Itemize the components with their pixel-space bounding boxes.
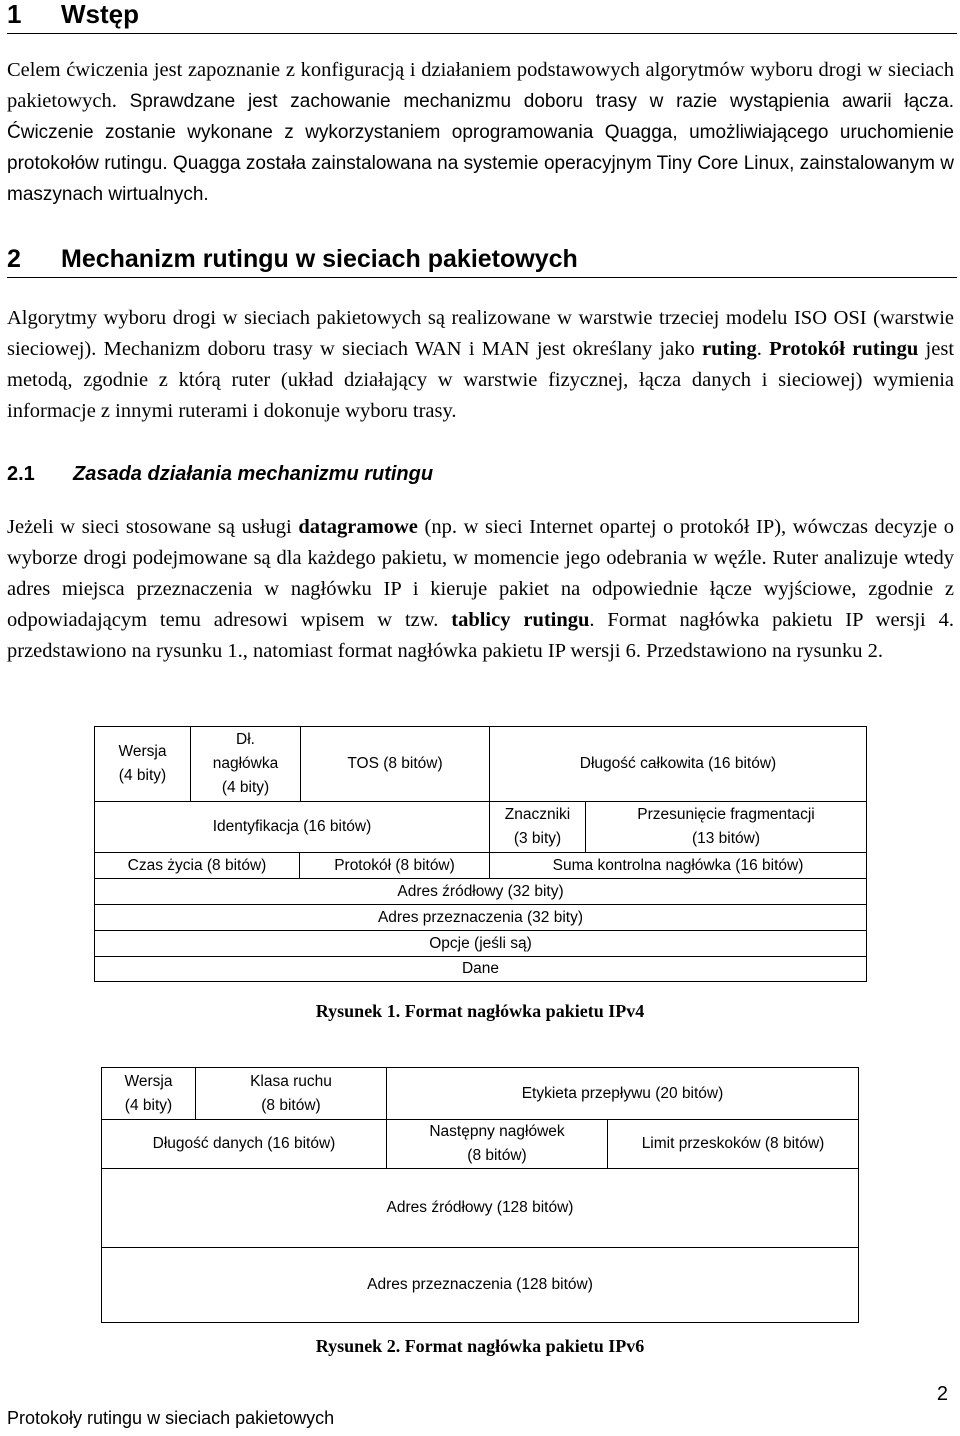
ipv4-version-field: Wersja (4 bity) xyxy=(94,726,191,802)
text-fragment: (np. w sieci Internet opartej o protokół IP), wówczas decyzje o wyborze drogi podejmowane są dla każdego pakietu, w momencie jego odebrania w węźle. Ruter analizuje wtedy adres miejsca przeznaczenia w nagłówku IP i kieruje pakiet na odpowiednie łącze wyjściowe, zgodnie z odpowiadającym temu adresowi wpisem w tzw. xyxy=(7,516,954,631)
section-heading-2-1 xyxy=(7,460,957,488)
ipv4-total-length-field: Długość całkowita (16 bitów) xyxy=(489,726,867,802)
ipv4-data-field: Dane xyxy=(94,956,867,982)
ipv4-identification-field: Identyfikacja (16 bitów) xyxy=(94,801,490,853)
footer-title: Protokoły rutingu w sieciach pakietowych xyxy=(7,1408,335,1428)
ipv4-header-diagram xyxy=(94,726,867,982)
routing-principle-paragraph xyxy=(7,512,954,667)
section-heading-1 xyxy=(7,0,957,34)
ipv6-source-address-field: Adres źródłowy (128 bitów) xyxy=(101,1168,859,1248)
ipv6-next-header-field: Następny nagłówek (8 bitów) xyxy=(386,1119,608,1169)
ipv4-destination-address-field: Adres przeznaczenia (32 bity) xyxy=(94,904,867,931)
ipv4-flags-field: Znaczniki (3 bity) xyxy=(489,801,586,853)
term-datagramowe: datagramowe xyxy=(298,516,418,538)
ipv6-header-diagram xyxy=(101,1067,859,1323)
ipv6-destination-address-field: Adres przeznaczenia (128 bitów) xyxy=(101,1247,859,1323)
ipv4-ttl-field: Czas życia (8 bitów) xyxy=(94,852,300,879)
section-title: Zasada działania mechanizmu rutingu xyxy=(73,463,434,485)
term-protokol-rutingu: Protokół rutingu xyxy=(769,338,919,360)
intro-paragraph xyxy=(7,55,954,210)
section-number: 2.1 xyxy=(7,463,35,485)
intro-text-sans: Sprawdzane jest zachowanie mechanizmu doboru trasy w razie wystąpienia awarii łącza. Ćwiczenie zostanie wykonane z wykorzystaniem oprogramowania Quagga, umożliwiającego uruchomienie protokołów rutingu. Quagga została zainstalowana na systemie operacyjnym Tiny Core Linux, zainstalowanym w maszynach wirtualnych. xyxy=(7,91,954,205)
routing-paragraph xyxy=(7,303,954,427)
term-tablicy-rutingu: tablicy rutingu xyxy=(451,609,590,631)
ipv4-source-address-field: Adres źródłowy (32 bity) xyxy=(94,878,867,905)
ipv4-header-length-field: Dł. nagłówka (4 bity) xyxy=(190,726,301,802)
section-title: Wstęp xyxy=(61,0,139,29)
text-fragment: Jeżeli w sieci stosowane są usługi xyxy=(7,516,299,538)
ipv4-fragment-offset-field: Przesunięcie fragmentacji (13 bitów) xyxy=(585,801,867,853)
ipv6-traffic-class-field: Klasa ruchu (8 bitów) xyxy=(195,1067,387,1120)
section-number: 2 xyxy=(7,245,21,273)
text-fragment: . xyxy=(756,338,770,360)
section-number: 1 xyxy=(7,0,22,29)
figure-1-caption: Rysunek 1. Format nagłówka pakietu IPv4 xyxy=(315,1001,645,1021)
text-fragment: . Format nagłówka pakietu IP wersji 4. przedstawiono na rysunku 1., natomiast format nagłówka pakietu IP wersji 6. Przedstawiono na rysunku 2. xyxy=(7,609,954,662)
ipv6-payload-length-field: Długość danych (16 bitów) xyxy=(101,1119,387,1169)
ipv4-tos-field: TOS (8 bitów) xyxy=(300,726,490,802)
ipv4-options-field: Opcje (jeśli są) xyxy=(94,930,867,957)
section-heading-2 xyxy=(7,245,957,278)
ipv6-flow-label-field: Etykieta przepływu (20 bitów) xyxy=(386,1067,859,1120)
page-number: 2 xyxy=(936,1383,948,1405)
ipv6-hop-limit-field: Limit przeskoków (8 bitów) xyxy=(607,1119,859,1169)
text-fragment: jest metodą, zgodnie z którą ruter (układ działający w warstwie fizycznej, łącza danych i sieciowej) wymienia informacje z innymi ruterami i dokonuje wyboru trasy. xyxy=(7,338,955,422)
intro-text-serif: Celem ćwiczenia jest zapoznanie z konfiguracją i działaniem podstawowych algorytmów wyboru drogi w sieciach pakietowych. xyxy=(7,59,954,112)
section-title: Mechanizm rutingu w sieciach pakietowych xyxy=(61,245,578,273)
ipv6-version-field: Wersja (4 bity) xyxy=(101,1067,196,1120)
ipv4-protocol-field: Protokół (8 bitów) xyxy=(299,852,490,879)
figure-2-caption: Rysunek 2. Format nagłówka pakietu IPv6 xyxy=(315,1336,645,1356)
ipv4-checksum-field: Suma kontrolna nagłówka (16 bitów) xyxy=(489,852,867,879)
term-ruting: ruting xyxy=(702,338,757,360)
text-fragment: Algorytmy wyboru drogi w sieciach pakietowych są realizowane w warstwie trzeciej modelu ISO OSI (warstwie sieciowej). Mechanizm doboru trasy w sieciach WAN i MAN jest określany jako xyxy=(7,307,954,360)
